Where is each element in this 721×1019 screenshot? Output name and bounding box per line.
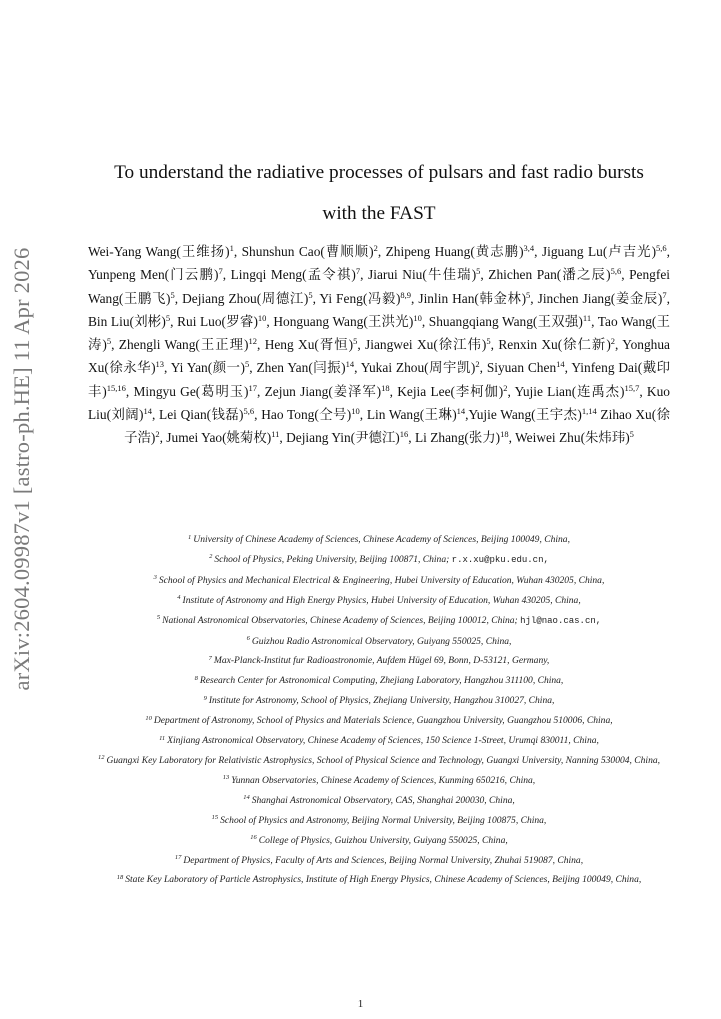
page-number: 1 [357, 998, 364, 1010]
author-name: Shuangqiang Wang(王双强) [428, 313, 583, 329]
affiliation-item [80, 550, 678, 571]
author-name: Yinfeng Dai(戴印丰) [88, 360, 670, 399]
affiliation-number: 1 [188, 533, 192, 541]
author-affiliation-mark: 18 [500, 429, 509, 440]
affiliation-number: 12 [97, 754, 105, 762]
author-name: Tao Wang(王涛) [88, 313, 670, 353]
author-name: Wei-Yang Wang(王维扬) [88, 244, 230, 259]
author-affiliation-mark: 13 [155, 359, 165, 370]
author-affiliation-mark: 14 [143, 406, 152, 417]
author-affiliation-mark: 14 [556, 359, 565, 370]
affiliation-text: Guangxi Key Laboratory for Relativistic Astrophysics, School of Physical Science and Technology, Guangxi University, Nanning 530004, China, [106, 754, 661, 766]
author-name: Jiarui Niu(牛佳瑞) [368, 267, 477, 283]
author-name: Renxin Xu(徐仁新) [498, 337, 611, 353]
author-list: Wei-Yang Wang(王维扬)$^1$, Shunshun Cao(曹顺顺)$^2$, Zhipeng Huang(黄志鹏)$^{3,4}$, Jiguang Lu(卢吉光)$^{5,6}$, Yunpeng Men(门云鹏)$^7$, Lingqi Meng(孟令祺)$^7$, Jiarui Niu(牛佳瑞)$^5$, Zhichen Pan(潘之辰)$^{5,6}$, Pengfei Wang(王鹏飞)$^5$, Dejiang Zhou(周德江)$^5$, Yi Feng(冯毅)$^{8,9}$, Jinlin Han(韩金林)$^5$, Jinchen Jiang(姜金辰)$^7$, Bin Liu(刘彬)$^5$, Rui Luo(罗睿)$^{10}$, Honguang Wang(王洪光)$^{10}$, Shuangqiang Wang(王双强)$^{11}$, Tao Wang(王涛)$^5$, Zhengli Wang(王正理)$^{12}$, Heng Xu(胥恒)$^5$, Jiangwei Xu(徐江伟)$^5$, Renxin Xu(徐仁新)$^2$, Yonghua Xu(徐永华)$^{13}$, Yi Yan(颜一)$^5$, Zhen Yan(闫振)$^{14}$, Yukai Zhou(周宇凯)$^2$, Siyuan Chen$^{14}$, Yinfeng Dai(戴印丰)$^{15,16}$, Mingyu Ge(葛明玉)$^{17}$, Zejun Jiang(姜泽军)$^{18}$, Kejia Lee(李柯伽)$^2$, Yujie Lian(连禹杰)$^{15,7}$, Kuo Liu(刘阔)$^{14}$, Lei Qian(钱磊)$^{5,6}$, Hao Tong(仝号)$^{10}$, Lin Wang(王琳)$^{14}$,Yujie Wang(王宇杰)$^{1,14}$ Zihao Xu(徐子浩)$^2$, Jumei Yao(姚菊枚)$^{11}$, Dejiang Yin(尹德江)$^{16}$, Li Zhang(张力)$^{18}$, Weiwei Zhu(朱炜玮)$^5$ [88, 243, 671, 446]
author-affiliation-mark: 18 [381, 382, 390, 393]
author-name: Zihao Xu(徐子浩) [124, 407, 670, 446]
author-affiliation-mark: 14 [345, 359, 355, 370]
author-name: Zhen Yan(闫振) [256, 360, 346, 376]
affiliation-text: Max-Planck-Institut fur Radioastronomie, Aufdem Hügel 69, Bonn, D-53121, Germany, [213, 655, 550, 667]
affiliation-text: School of Physics and Mechanical Electrical & Engineering, Hubei University of Education, Wuhan 430205, China, [158, 574, 605, 586]
author-name: Zhichen Pan(潘之辰) [488, 267, 611, 283]
affiliation-item [80, 711, 678, 731]
author-affiliation-mark: 14 [456, 406, 466, 417]
author-name: Rui Luo(罗睿) [177, 313, 258, 329]
affiliation-item [80, 632, 678, 652]
author-name: Yi Yan(颜一) [170, 360, 245, 376]
author-affiliation-mark: 5 [106, 336, 112, 347]
author-name: Jiguang Lu(卢吉光) [541, 244, 657, 259]
author-name: Hao Tong(仝号) [261, 407, 352, 423]
affiliation-text: School of Physics, Peking University, Beijing 100871, China; [214, 553, 450, 565]
author-name: Yujie Lian(连禹杰) [514, 383, 625, 399]
author-name: Bin Liu(刘彬) [88, 313, 166, 329]
author-affiliation-mark: 2 [475, 359, 480, 370]
author-name: Lingqi Meng(孟令祺) [230, 267, 356, 283]
author-name: Kuo Liu(刘阔) [88, 383, 670, 423]
affiliation-number: 17 [174, 854, 182, 861]
author-name: Yonghua Xu(徐永华) [88, 337, 670, 376]
author-affiliation-mark: 5 [486, 336, 491, 347]
author-name: Pengfei Wang(王鹏飞) [88, 267, 670, 306]
author-affiliation-mark: 7 [662, 289, 667, 300]
author-name: Heng Xu(胥恒) [264, 337, 354, 353]
affiliation-text: State Key Laboratory of Particle Astrophysics, Institute of High Energy Physics, Chinese Academy of Sciences, Beijing 100049, China, [125, 874, 642, 886]
author-name: Jiangwei Xu(徐江伟) [365, 337, 487, 353]
author-name: Weiwei Zhu(朱炜玮) [515, 430, 630, 446]
affiliation-text: Shanghai Astronomical Observatory, CAS, Shanghai 200030, China, [251, 794, 515, 806]
author-affiliation-mark: 2 [610, 336, 616, 347]
affiliation-email[interactable]: r.x.xu@pku.edu.cn, [451, 554, 549, 565]
author-affiliation-mark: 10 [257, 312, 267, 323]
affiliation-text: Department of Astronomy, School of Physics and Materials Science, Guangzhou University, Guangzhou 510006, China, [153, 715, 613, 727]
affiliation-email[interactable]: hjl@nao.cas.cn, [520, 615, 602, 626]
affiliation-item [80, 791, 678, 811]
author-affiliation-mark: 5 [245, 359, 250, 370]
author-affiliation-mark: 3,4 [523, 243, 535, 253]
affiliation-item [80, 671, 678, 691]
author-affiliation-mark: 2 [373, 243, 378, 253]
author-affiliation-mark: 7 [218, 266, 223, 277]
author-affiliation-mark: 5 [170, 289, 175, 300]
affiliation-item [80, 851, 678, 871]
affiliation-number: 14 [243, 794, 250, 802]
author-affiliation-mark: 2 [503, 382, 508, 393]
author-affiliation-mark: 5,6 [656, 243, 667, 253]
author-affiliation-mark: 11 [271, 429, 280, 440]
author-name: Shunshun Cao(曹顺顺) [241, 244, 374, 259]
author-affiliation-mark: 16 [399, 429, 409, 440]
author-affiliation-mark: 5 [476, 266, 481, 277]
author-name: Yukai Zhou(周宇凯) [360, 360, 476, 376]
title-line-1: To understand the radiative processes of pulsars and fast radio bursts [114, 162, 644, 183]
author-name: Li Zhang(张力) [414, 430, 501, 446]
author-name: Lin Wang(王琳) [366, 407, 457, 423]
affiliation-number: 13 [222, 774, 230, 782]
author-name: Dejiang Yin(尹德江) [286, 430, 400, 446]
affiliation-text: Institute for Astronomy, School of Physics, Zhejiang University, Hangzhou 310027, China, [208, 695, 555, 707]
affiliation-number: 9 [203, 694, 207, 702]
affiliation-item [80, 571, 678, 591]
affiliation-number: 16 [250, 834, 257, 842]
author-affiliation-mark: 15,7 [624, 382, 640, 393]
affiliation-item [80, 691, 678, 711]
affiliation-item [80, 530, 678, 550]
author-name: Zhipeng Huang(黄志鹏) [385, 244, 524, 259]
author-affiliation-mark: 7 [355, 266, 361, 277]
author-affiliation-mark: 5 [629, 429, 634, 440]
author-name: Jinchen Jiang(姜金辰) [537, 290, 663, 306]
affiliation-number: 11 [159, 734, 166, 742]
author-affiliation-mark: 5 [165, 312, 171, 323]
author-affiliation-mark: 2 [155, 429, 160, 440]
author-affiliation-mark: 1 [229, 243, 234, 253]
affiliation-text: College of Physics, Guizhou University, Guiyang 550025, China, [258, 834, 508, 846]
author-name: Kejia Lee(李柯伽) [397, 383, 504, 399]
author-affiliation-mark: 12 [248, 336, 257, 347]
affiliation-number: 2 [209, 553, 213, 561]
affiliation-number: 4 [177, 594, 181, 602]
affiliation-text: School of Physics and Astronomy, Beijing Normal University, Beijing 100875, China, [220, 814, 547, 826]
author-affiliation-mark: 5 [308, 289, 313, 300]
affiliation-number: 8 [194, 674, 198, 682]
author-name: Siyuan Chen [486, 360, 557, 376]
affiliation-item [80, 731, 678, 751]
author-affiliation-mark: 8,9 [400, 289, 412, 300]
author-name: Dejiang Zhou(周德江) [182, 290, 309, 306]
author-affiliation-mark: 5,6 [243, 406, 255, 417]
author-name: Jumei Yao(姚菊枚) [166, 430, 272, 446]
author-name: Yunpeng Men(门云鹏) [88, 267, 219, 283]
author-affiliation-mark: 15,16 [106, 382, 126, 393]
affiliation-item [80, 611, 678, 632]
affiliation-text: Guizhou Radio Astronomical Observatory, Guiyang 550025, China, [251, 635, 512, 647]
paper-title [70, 152, 688, 234]
affiliation-text: National Astronomical Observatories, Chinese Academy of Sciences, Beijing 100012, China; [162, 614, 518, 626]
affiliation-item [80, 831, 678, 851]
author-affiliation-mark: 5 [353, 336, 358, 347]
affiliation-item [80, 771, 678, 791]
author-name: Yujie Wang(王宇杰) [468, 407, 582, 423]
affiliation-number: 15 [211, 814, 219, 822]
author-affiliation-mark: 1,14 [581, 406, 597, 417]
title-line-2: with the FAST [322, 203, 436, 224]
affiliation-number: 6 [246, 635, 250, 643]
author-name: Lei Qian(钱磊) [159, 407, 244, 423]
affiliation-item [80, 870, 678, 890]
affiliation-text: Institute of Astronomy and High Energy Physics, Hubei University of Education, Wuhan 430205, China, [182, 594, 581, 606]
author-name: Zejun Jiang(姜泽军) [264, 383, 382, 399]
author-name: Yi Feng(冯毅) [319, 290, 401, 306]
affiliation-list [80, 530, 678, 890]
affiliation-number: 18 [116, 873, 124, 881]
author-affiliation-mark: 5,6 [610, 266, 622, 277]
author-affiliation-mark: 5 [526, 289, 531, 300]
author-affiliation-mark: 17 [248, 382, 258, 393]
affiliation-item [80, 651, 678, 671]
affiliation-item [80, 751, 678, 771]
affiliation-number: 3 [153, 574, 157, 582]
author-name: Jinlin Han(韩金林) [418, 290, 527, 306]
author-affiliation-mark: 10 [413, 312, 422, 323]
affiliation-number: 7 [208, 654, 212, 662]
author-name: Honguang Wang(王洪光) [273, 313, 414, 329]
affiliation-text: Yunnan Observatories, Chinese Academy of Sciences, Kunming 650216, China, [231, 774, 536, 786]
author-affiliation-mark: 11 [582, 312, 592, 323]
author-affiliation-mark: 10 [351, 406, 360, 417]
arxiv-identifier: arXiv:2604.09987v1 [astro-ph.HE] 11 Apr 2026 [9, 247, 34, 691]
author-name: Zhengli Wang(王正理) [118, 337, 249, 353]
affiliation-number: 10 [145, 714, 152, 722]
affiliation-number: 5 [156, 614, 161, 622]
author-name: Mingyu Ge(葛明玉) [133, 383, 249, 399]
affiliation-text: Xinjiang Astronomical Observatory, Chinese Academy of Sciences, 150 Science 1-Street, Urumqi 830011, China, [167, 735, 599, 747]
affiliation-text: Department of Physics, Faculty of Arts and Sciences, Beijing Normal University, Zhuhai 519087, China, [183, 854, 584, 866]
affiliation-text: Research Center for Astronomical Computing, Zhejiang Laboratory, Hangzhou 311100, China, [199, 675, 564, 687]
affiliation-item [80, 591, 678, 611]
affiliation-text: University of Chinese Academy of Sciences, Chinese Academy of Sciences, Beijing 100049, China, [193, 534, 570, 545]
affiliation-item [80, 811, 678, 831]
